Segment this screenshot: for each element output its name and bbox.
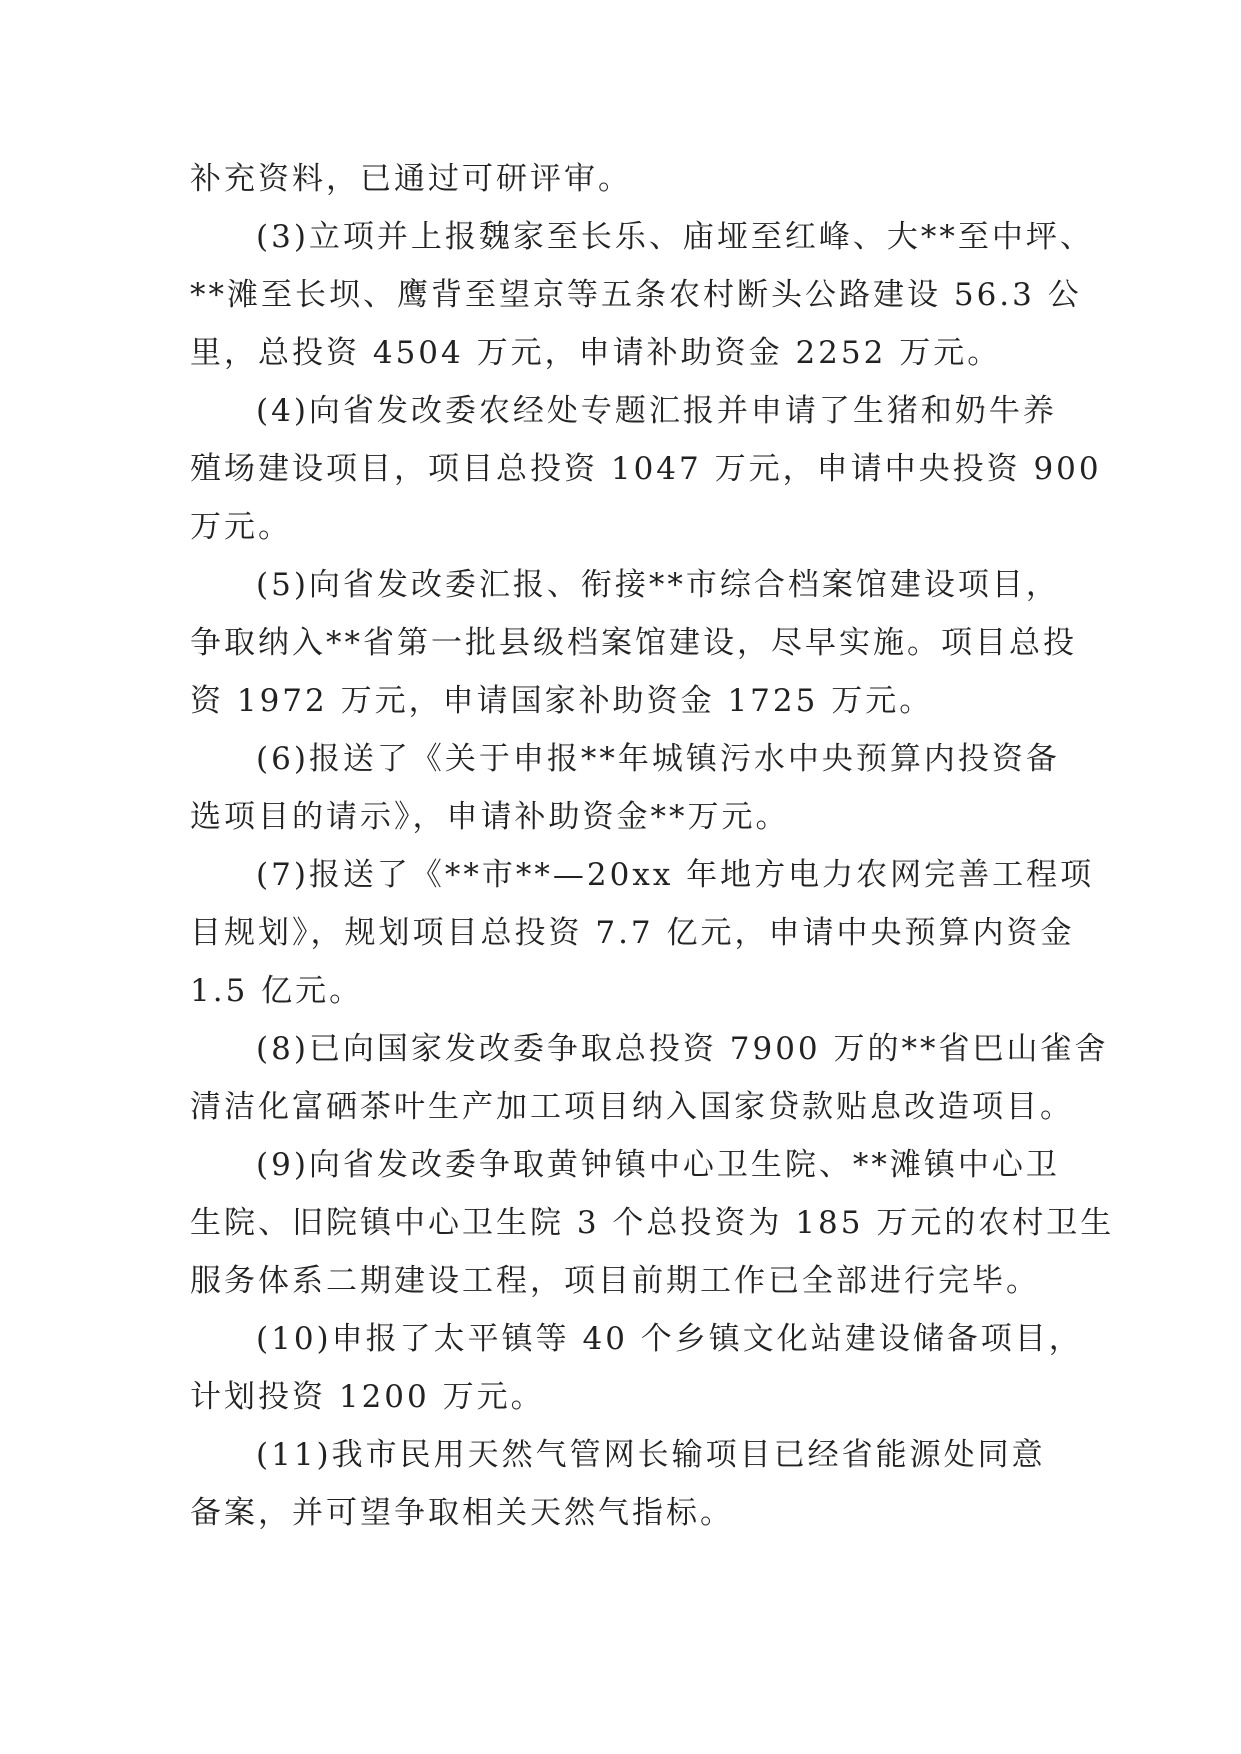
text-line: (11)我市民用天然气管网长输项目已经省能源处同意 <box>256 1437 1046 1473</box>
text-line: 1.5 亿元。 <box>190 973 364 1009</box>
text-line: 选项目的请示》，申请补助资金**万元。 <box>190 799 790 835</box>
text-line: 殖场建设项目，项目总投资 1047 万元，申请中央投资 900 <box>190 451 1102 487</box>
text-line: 目规划》，规划项目总投资 7.7 亿元，申请中央预算内资金 <box>190 915 1075 951</box>
document-body <box>190 150 1115 1542</box>
text-line: 生院、旧院镇中心卫生院 3 个总投资为 185 万元的农村卫生 <box>190 1205 1115 1241</box>
text-line: (4)向省发改委农经处专题汇报并申请了生猪和奶牛养 <box>256 393 1057 429</box>
text-line: 备案，并可望争取相关天然气指标。 <box>190 1495 734 1531</box>
text-line: (8)已向国家发改委争取总投资 7900 万的**省巴山雀舍 <box>256 1031 1109 1067</box>
text-line: (9)向省发改委争取黄钟镇中心卫生院、**滩镇中心卫 <box>256 1147 1060 1183</box>
text-line: 里，总投资 4504 万元，申请补助资金 2252 万元。 <box>190 335 1002 371</box>
text-line: (3)立项并上报魏家至长乐、庙垭至红峰、大**至中坪、 <box>256 219 1094 255</box>
text-line: (5)向省发改委汇报、衔接**市综合档案馆建设项目， <box>256 567 1060 603</box>
text-line: 服务体系二期建设工程，项目前期工作已全部进行完毕。 <box>190 1263 1040 1299</box>
text-line: 补充资料，已通过可研评审。 <box>190 161 632 197</box>
text-line: 计划投资 1200 万元。 <box>190 1379 545 1415</box>
text-line: (6)报送了《关于申报**年城镇污水中央预算内投资备 <box>256 741 1060 777</box>
text-line: **滩至长坝、鹰背至望京等五条农村断头公路建设 56.3 公 <box>190 277 1082 313</box>
text-line: 万元。 <box>190 509 292 545</box>
text-line: 争取纳入**省第一批县级档案馆建设，尽早实施。项目总投 <box>190 625 1077 661</box>
text-line: 清洁化富硒茶叶生产加工项目纳入国家贷款贴息改造项目。 <box>190 1089 1074 1125</box>
text-line: 资 1972 万元，申请国家补助资金 1725 万元。 <box>190 683 934 719</box>
text-line: (7)报送了《**市**—20xx 年地方电力农网完善工程项 <box>256 857 1095 893</box>
text-line: (10)申报了太平镇等 40 个乡镇文化站建设储备项目， <box>256 1321 1083 1357</box>
